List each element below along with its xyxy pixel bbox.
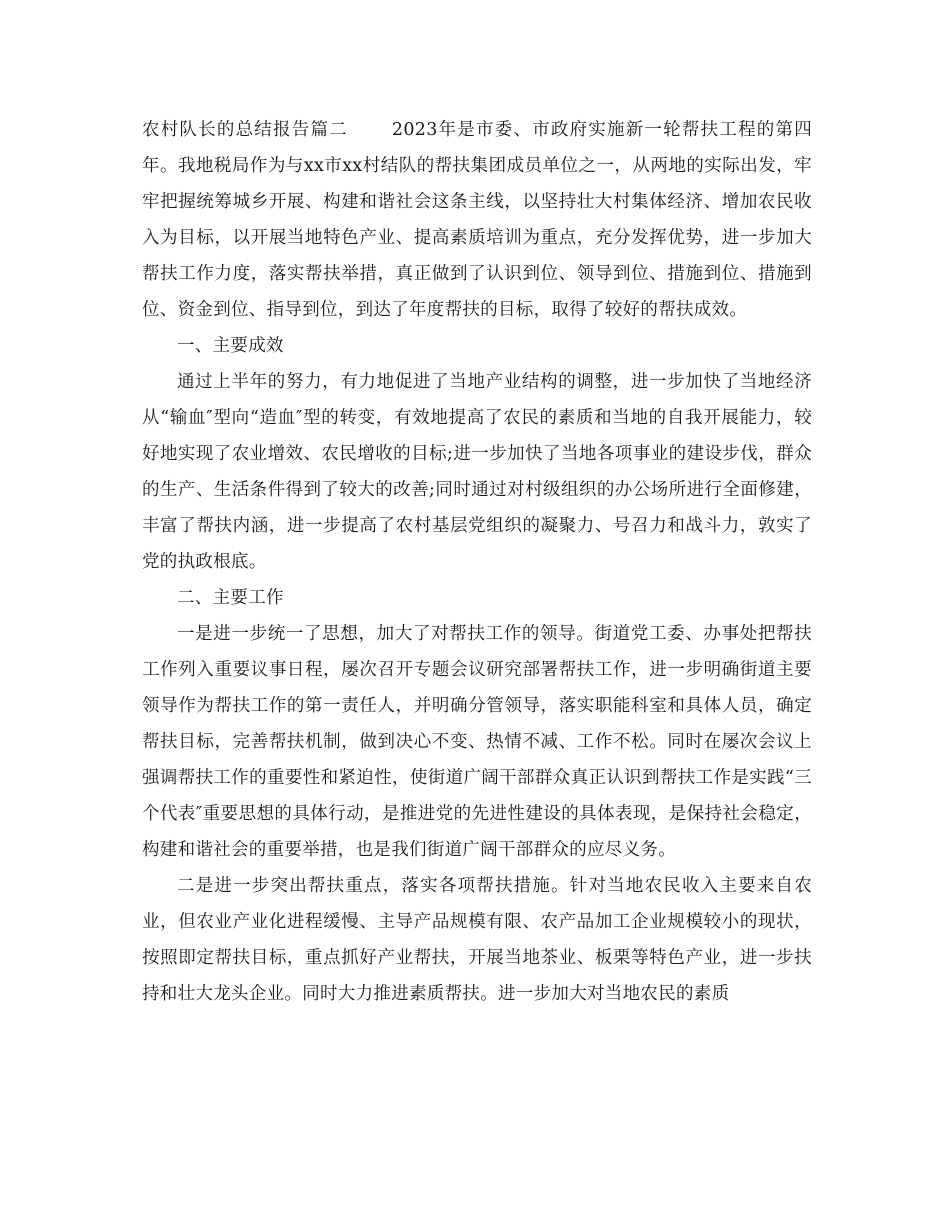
intro-text: 2023年是市委、市政府实施新一轮帮扶工程的第四年。我地税局作为与xx市xx村结队的帮扶集团成员单位之一，从两地的实际出发，牢牢把握统筹城乡开展、构建和谐社会这条主线，以坚持壮大村集体经济、增加农民收入为目标，以开展当地特色产业、提高素质培训为重点，充分发挥优势，进一步加大帮扶工作力度，落实帮扶举措，真正做到了认识到位、领导到位、措施到位、措施到位、资金到位、指导到位，到达了年度帮扶的目标，取得了较好的帮扶成效。 [142,120,812,320]
section1-body: 通过上半年的努力，有力地促进了当地产业结构的调整，进一步加快了当地经济从“输血″型向“造血″型的转变，有效地提高了农民的素质和当地的自我开展能力，较好地实现了农业增效、农民增收的目标;进一步加快了当地各项事业的建设步伐，群众的生产、生活条件得到了较大的改善;同时通过对村级组织的办公场所进行全面修建，丰富了帮扶内涵，进一步提高了农村基层党组织的凝聚力、号召力和战斗力，敦实了党的执政根底。 [142,372,812,572]
section2-paragraph-2: 二是进一步突出帮扶重点，落实各项帮扶措施。针对当地农民收入主要来自农业，但农业产业化进程缓慢、主导产品规模有限、农产品加工企业规模较小的现状，按照即定帮扶目标，重点抓好产业帮扶，开展当地茶业、板栗等特色产业，进一步扶持和壮大龙头企业。同时大力推进素质帮扶。进一步加大对当地农民的素质 [142,876,812,1004]
section2-paragraph-1: 一是进一步统一了思想，加大了对帮扶工作的领导。街道党工委、办事处把帮扶工作列入重要议事日程，屡次召开专题会议研究部署帮扶工作，进一步明确街道主要领导作为帮扶工作的第一责任人，并明确分管领导，落实职能科室和具体人员，确定帮扶目标，完善帮扶机制，做到决心不变、热情不减、工作不松。同时在屡次会议上强调帮扶工作的重要性和紧迫性，使街道广阔干部群众真正认识到帮扶工作是实践“三个代表″重要思想的具体行动，是推进党的先进性建设的具体表现，是保持社会稳定，构建和谐社会的重要举措，也是我们街道广阔干部群众的应尽义务。 [142,624,812,860]
section1-heading: 一、主要成效 [177,336,284,356]
section2-heading: 二、主要工作 [177,588,284,608]
document-title: 农村队长的总结报告篇二 [142,120,348,140]
document-body [142,112,812,1012]
intro-paragraph [142,112,812,328]
